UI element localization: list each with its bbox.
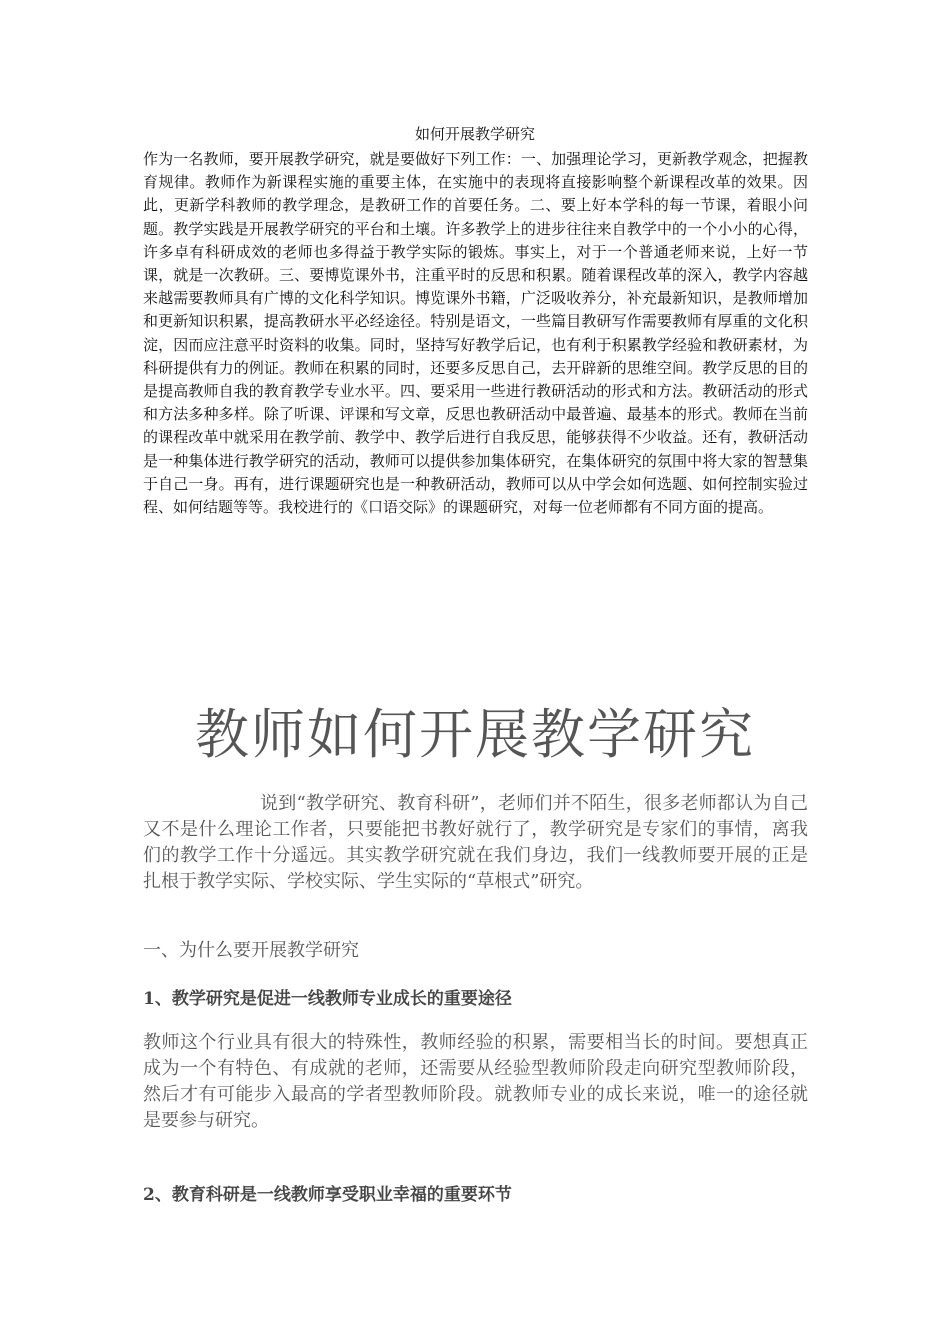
section2-paragraph-1: 教师这个行业具有很大的特殊性，教师经验的积累，需要相当长的时间。要想真正成为一个有特色、有成就的老师，还需要从经验型教师阶段走向研究型教师阶段，然后才有可能步入最高的学者型教师阶段。就教师专业的成长来说，唯一的途径就是要参与研究。 (143, 1032, 808, 1131)
section2-subheading-2: 2、教育科研是一线教师享受职业幸福的重要环节 (143, 1185, 512, 1205)
section2-intro-paragraph: 说到“教学研究、教育科研”，老师们并不陌生，很多老师都认为自己又不是什么理论工作者，只要能把书教好就行了，教学研究是专家们的事情，离我们的教学工作十分遥远。其实教学研究就在我们身边，我们一线教师要开展的正是扎根于教学实际、学校实际、学生实际的“草根式”研究。 (143, 793, 808, 892)
section1-title: 如何开展教学研究 (414, 125, 535, 143)
section2-heading-why: 一、为什么要开展教学研究 (143, 940, 359, 961)
section2-subheading-1: 1、教学研究是促进一线教师专业成长的重要途径 (143, 989, 512, 1009)
section2-title: 教师如何开展教学研究 (195, 703, 755, 766)
section1-body-paragraph: 作为一名教师，要开展教学研究，就是要做好下列工作：一、加强理论学习，更新教学观念，把握教育规律。教师作为新课程实施的重要主体，在实施中的表现将直接影响整个新课程改革的效果。因此，更新学科教师的教学理念，是教研工作的首要任务。二、要上好本学科的每一节课，着眼小问题。教学实践是开展教学研究的平台和土壤。许多教学上的进步往往来自教学中的一个小小的心得，许多卓有科研成效的老师也多得益于教学实际的锻炼。事实上，对于一个普通老师来说，上好一节课，就是一次教研。三、要博览课外书，注重平时的反思和积累。随着课程改革的深入，教学内容越来越需要教师具有广博的文化科学知识。博览课外书籍，广泛吸收养分，补充最新知识，是教师增加和更新知识积累，提高教研水平必经途径。特别是语文，一些篇目教研写作需要教师有厚重的文化积淀，因而应注意平时资料的收集。同时，坚持写好教学后记，也有利于积累教学经验和教研素材，为科研提供有力的例证。教师在积累的同时，还要多反思自己，去开辟新的思维空间。教学反思的目的是提高教师自我的教育教学专业水平。四、要采用一些进行教研活动的形式和方法。教研活动的形式和方法多种多样。除了听课、评课和写文章，反思也教研活动中最普遍、最基本的形式。教师在当前的课程改革中就采用在教学前、教学中、教学后进行自我反思，能够获得不少收益。还有，教研活动是一种集体进行教学研究的活动，教师可以提供参加集体研究，在集体研究的氛围中将大家的智慧集于自己一身。再有，进行课题研究也是一种教研活动，教师可以从中学会如何选题、如何控制实验过程、如何结题等等。我校进行的《口语交际》的课题研究，对每一位老师都有不同方面的提高。 (143, 150, 808, 517)
